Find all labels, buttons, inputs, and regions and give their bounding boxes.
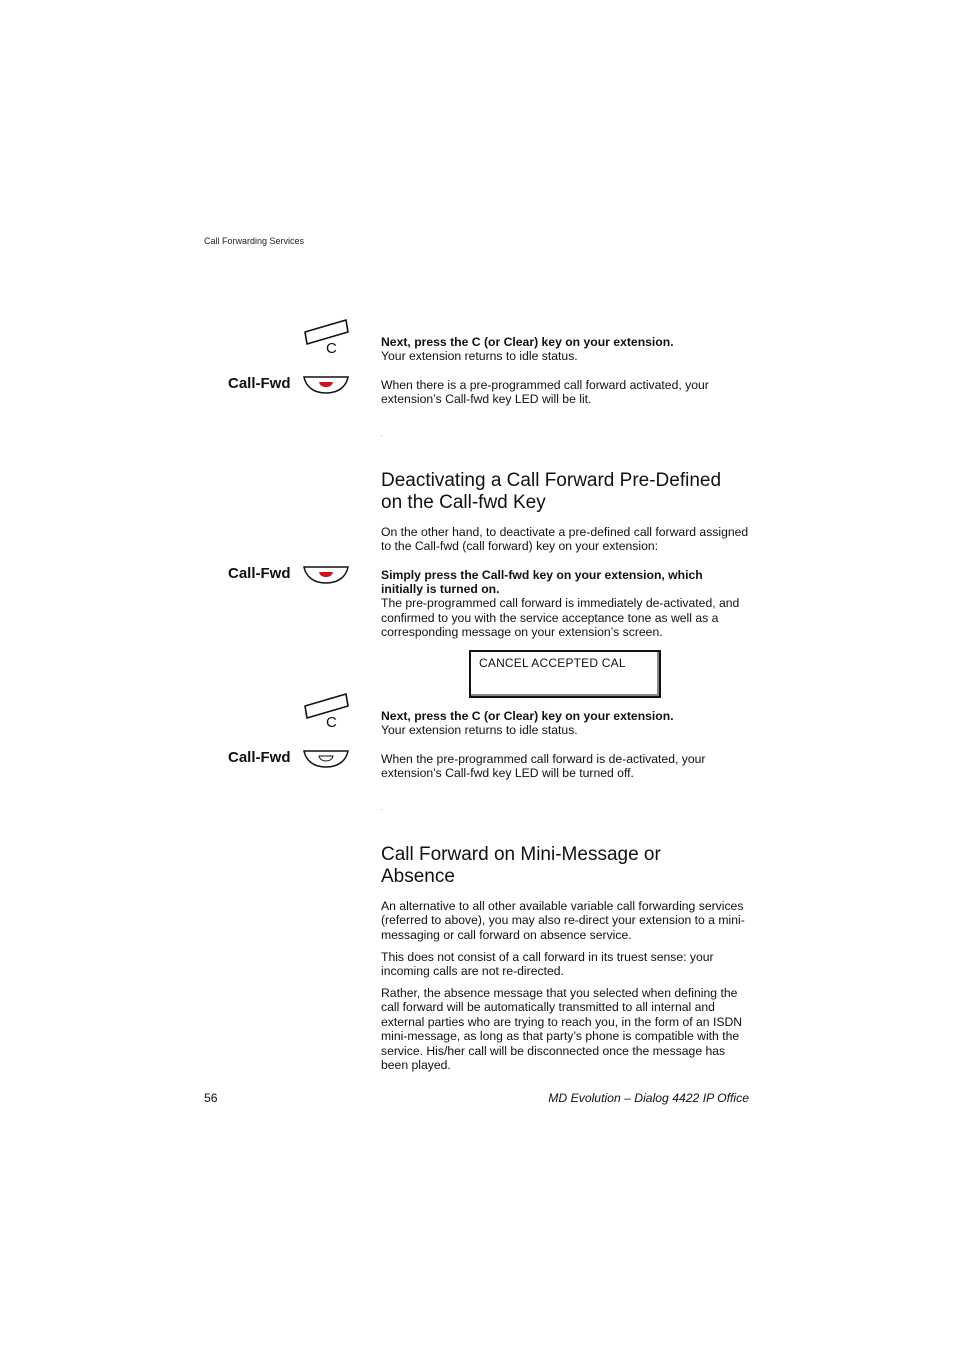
step-clear-text: Your extension returns to idle status. [381, 349, 578, 363]
p3-line-4: mini-message, as long as that party’s phone is compatible with the [381, 1029, 740, 1043]
note-off-1: When the pre-programmed call forward is de-activated, your [381, 752, 706, 766]
separator-dot: . [381, 432, 383, 438]
section-title-mini-message-2: Absence [381, 866, 455, 887]
intro-line-2: to the Call-fwd (call forward) key on your extension: [381, 539, 659, 553]
callfwd-key-label-2: Call-Fwd [228, 565, 291, 582]
c-key-icon-2 [302, 692, 350, 732]
section-title-deactivating-1: Deactivating a Call Forward Pre-Defined [381, 470, 722, 491]
step-press-bold-1: Simply press the Call-fwd key on your extension, which [381, 568, 703, 582]
display-message: CANCEL ACCEPTED CAL [479, 656, 626, 670]
p3-line-6: been played. [381, 1058, 451, 1072]
p3-line-2: call forward will be automatically transmitted to all internal and [381, 1000, 715, 1014]
phone-display [469, 650, 661, 698]
callfwd-key-label: Call-Fwd [228, 375, 291, 392]
separator-dot-2: . [381, 806, 383, 812]
note-lit-1: When there is a pre-programmed call forward activated, your [381, 378, 709, 392]
callfwd-key-led-off-icon [302, 749, 350, 774]
step-press-text-2: confirmed to you with the service acceptance tone as well as a [381, 611, 719, 625]
p3-line-1: Rather, the absence message that you selected when defining the [381, 986, 738, 1000]
section-title-mini-message-1: Call Forward on Mini-Message or [381, 844, 661, 865]
intro-line-1: On the other hand, to deactivate a pre-defined call forward assigned [381, 525, 749, 539]
p2-line-2: incoming calls are not re-directed. [381, 964, 564, 978]
footer-product: MD Evolution – Dialog 4422 IP Office [548, 1091, 749, 1105]
c-key-icon [302, 318, 350, 358]
p1-line-1: An alternative to all other available variable call forwarding services [381, 899, 744, 913]
step-press-text-3: corresponding message on your extension’s screen. [381, 625, 663, 639]
callfwd-key-label-3: Call-Fwd [228, 749, 291, 766]
p1-line-2: (referred to above), you may also re-direct your extension to a mini- [381, 913, 745, 927]
note-off-2: extension’s Call-fwd key LED will be turned off. [381, 766, 634, 780]
section-title-deactivating-2: on the Call-fwd Key [381, 492, 546, 513]
step-clear-text-2: Your extension returns to idle status. [381, 723, 578, 737]
step-clear-bold-2: Next, press the C (or Clear) key on your extension. [381, 709, 674, 723]
p3-line-3: external parties who are trying to reach you, in the form of an ISDN [381, 1015, 743, 1029]
step-clear-bold: Next, press the C (or Clear) key on your extension. [381, 335, 674, 349]
running-head: Call Forwarding Services [204, 236, 305, 246]
step-press-bold-2: initially is turned on. [381, 582, 500, 596]
c-key-label: C [326, 340, 337, 357]
p2-line-1: This does not consist of a call forward in its truest sense: your [381, 950, 714, 964]
callfwd-key-led-on-icon-2 [302, 565, 350, 590]
page-number: 56 [204, 1091, 218, 1105]
c-key-label-2: C [326, 714, 337, 731]
note-lit-2: extension’s Call-fwd key LED will be lit. [381, 392, 592, 406]
step-press-text-1: The pre-programmed call forward is immediately de-activated, and [381, 596, 740, 610]
p3-line-5: service. His/her call will be disconnected once the message has [381, 1044, 726, 1058]
p1-line-3: messaging or call forward on absence service. [381, 928, 632, 942]
callfwd-key-led-on-icon [302, 375, 350, 400]
